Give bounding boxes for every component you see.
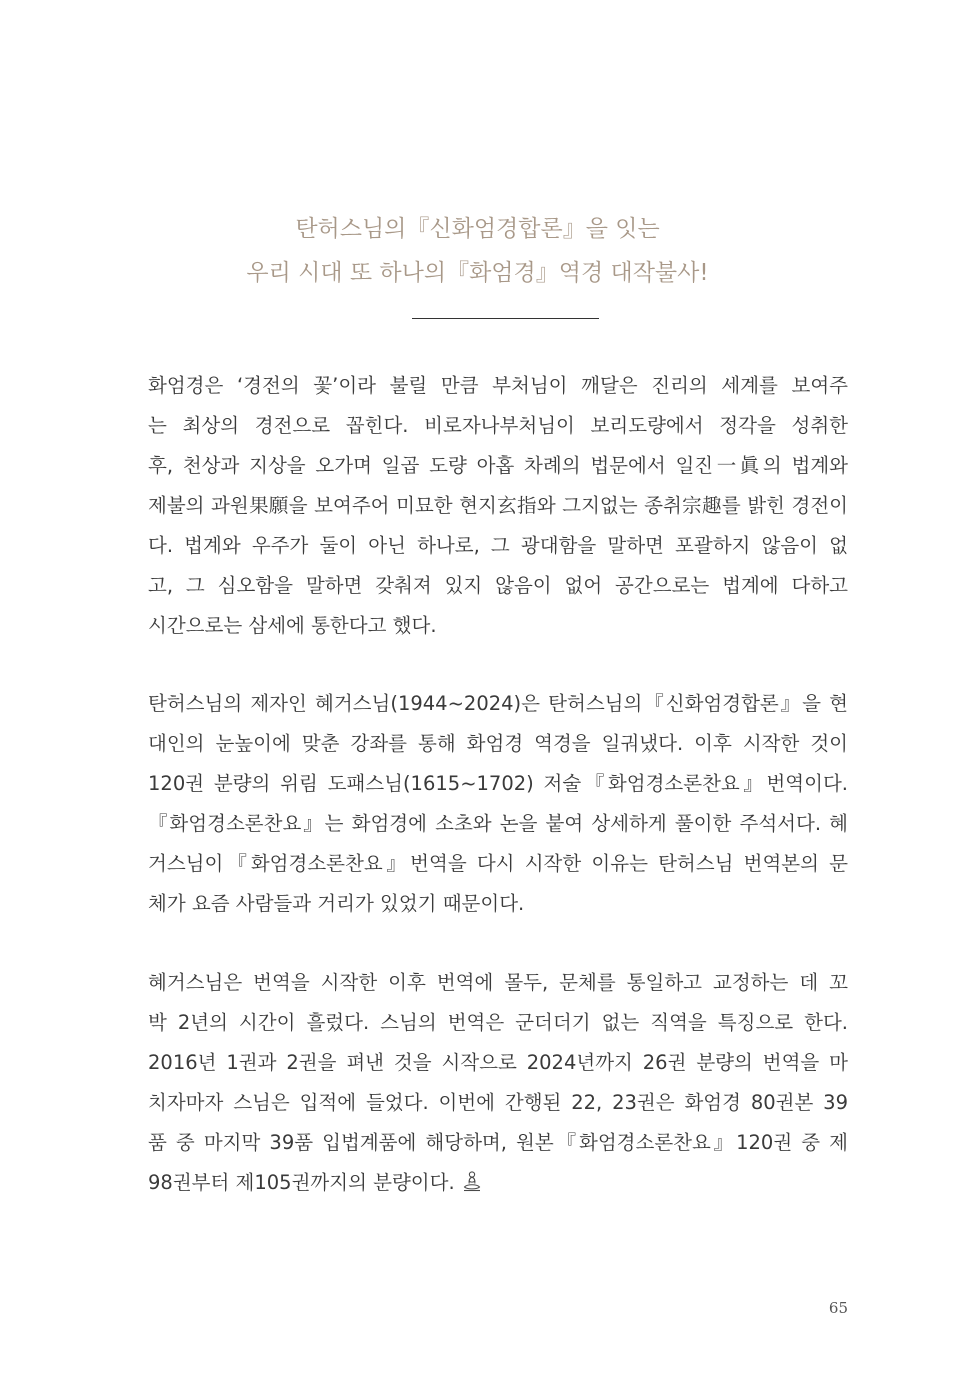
paragraph-line: 후, 천상과 지상을 오가며 일곱 도량 아홉 차례의 법문에서 일진一眞의 법계와 [148, 454, 848, 477]
paragraph-line: 거스님이『화엄경소론찬요』번역을 다시 시작한 이유는 탄허스님 번역본의 문 [148, 852, 848, 875]
paragraph-line: 대인의 눈높이에 맞춘 강좌를 통해 화엄경 역경을 일궈냈다. 이후 시작한 것이 [148, 732, 848, 755]
paragraph-line: 는 최상의 경전으로 꼽힌다. 비로자나부처님이 보리도량에서 정각을 성취한 [148, 414, 848, 437]
meditating-figure-icon [461, 1170, 483, 1192]
paragraph-line: 『화엄경소론찬요』는 화엄경에 소초와 논을 붙여 상세하게 풀이한 주석서다. 혜 [148, 812, 848, 835]
paragraph-line: 제불의 과원果願을 보여주어 미묘한 현지玄指와 그지없는 종취宗趣를 밝힌 경전이 [148, 494, 848, 517]
paragraph-2 [148, 684, 848, 924]
paragraph-line: 시간으로는 삼세에 통한다고 했다. [148, 614, 437, 637]
paragraph-line: 다. 법계와 우주가 둘이 아닌 하나로, 그 광대함을 말하면 포괄하지 않음이 없 [148, 534, 848, 557]
paragraph-3 [148, 963, 848, 1203]
paragraph-line: 고, 그 심오함을 말하면 갖춰져 있지 않음이 없어 공간으로는 법계에 다하고 [148, 574, 848, 597]
heading-line-1: 탄허스님의『신화엄경합론』을 잇는 [295, 216, 660, 242]
paragraph-line: 품 중 마지막 39품 입법계품에 해당하며, 원본『화엄경소론찬요』120권 중 제 [148, 1131, 848, 1154]
paragraph-line: 탄허스님의 제자인 혜거스님(1944~2024)은 탄허스님의『신화엄경합론』을 현 [148, 692, 848, 715]
page-number: 65 [828, 1299, 848, 1317]
paragraph-line: 박 2년의 시간이 흘렀다. 스님의 번역은 군더더기 없는 직역을 특징으로 한다. [148, 1011, 848, 1034]
paragraph-line: 혜거스님은 번역을 시작한 이후 번역에 몰두, 문체를 통일하고 교정하는 데 꼬 [148, 971, 848, 994]
paragraph-line: 120권 분량의 위림 도패스님(1615~1702) 저술『화엄경소론찬요』번역이다. [148, 772, 848, 795]
paragraph-line: 2016년 1권과 2권을 펴낸 것을 시작으로 2024년까지 26권 분량의 번역을 마 [148, 1051, 848, 1074]
heading-line-2: 우리 시대 또 하나의『화엄경』역경 대작불사! [246, 260, 709, 286]
paragraph-line: 화엄경은 ‘경전의 꽃’이라 불릴 만큼 부처님이 깨달은 진리의 세계를 보여주 [148, 374, 848, 397]
heading-divider [412, 318, 599, 319]
paragraph-line: 치자마자 스님은 입적에 들었다. 이번에 간행된 22, 23권은 화엄경 80권본 39 [148, 1091, 848, 1114]
paragraph-line: 체가 요즘 사람들과 거리가 있었기 때문이다. [148, 892, 525, 915]
paragraph-1 [148, 366, 848, 646]
paragraph-last-line [148, 1163, 848, 1203]
paragraph-line-text: 98권부터 제105권까지의 분량이다. [148, 1171, 455, 1194]
